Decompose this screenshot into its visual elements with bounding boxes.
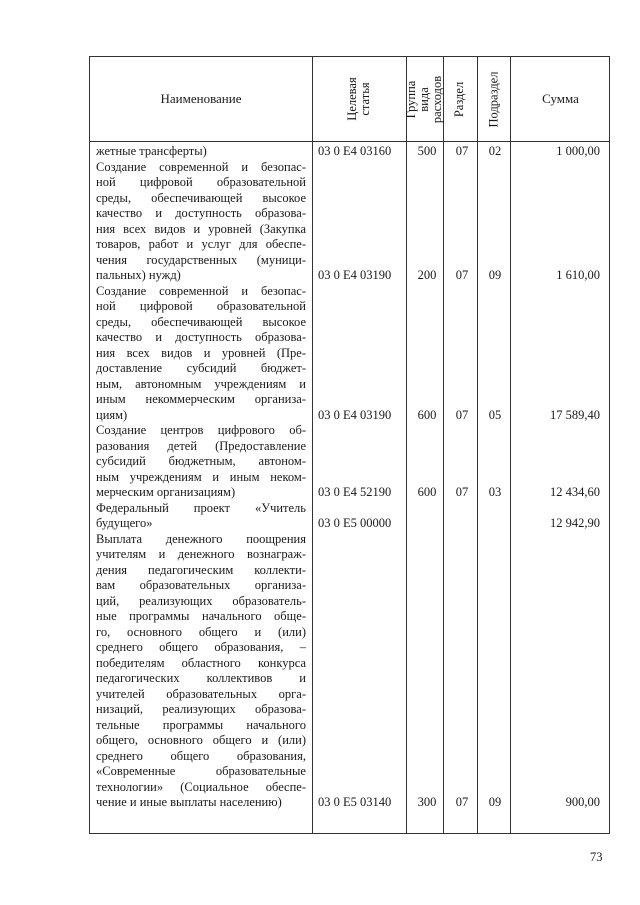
header-section — [443, 57, 477, 141]
row-name-line: технологии» (Социальное обеспе- — [96, 779, 306, 794]
header-sum: Сумма — [542, 91, 579, 106]
row-name-line: среды, обеспечивающей высокое — [96, 314, 306, 329]
row-name-line: Создание центров цифрового об- — [96, 423, 306, 437]
row-name-line: будущего» — [96, 516, 153, 530]
row-name-line: Создание современной и безопас- — [96, 283, 306, 298]
row-name-line: жетные трансферты) — [96, 144, 207, 158]
row-name-line: пальных) нужд) — [96, 268, 181, 282]
row-expense-group: 600 — [417, 485, 437, 499]
row-name-line: доставление субсидий бюджет- — [96, 361, 306, 375]
row-name-line: низаций, реализующих образова- — [96, 702, 306, 716]
row-target-article: 03 0 Е4 03190 — [318, 268, 392, 282]
header-expense-group-text: Группа вида расходов — [404, 75, 445, 123]
row-expense-group: 200 — [417, 268, 437, 282]
row-target-article: 03 0 Е4 03190 — [318, 407, 392, 422]
row-name-line: иным некоммерческим организа- — [96, 392, 306, 406]
header-subsection-text: Подраздел — [486, 71, 500, 127]
row-name-line: среднего общего образования, — [96, 748, 306, 763]
row-name-line: победителям областного конкурса — [96, 655, 306, 670]
row-name-line: ным учреждениям и иным неком- — [96, 469, 306, 484]
column-divider — [443, 57, 444, 833]
row-name-line: учителям и денежного вознаграж- — [96, 547, 306, 561]
row-sum: 12 942,90 — [550, 516, 600, 530]
row-name-line: ной цифровой образовательной — [96, 299, 306, 313]
row-name-line: «Современные образовательные — [96, 764, 306, 778]
row-name-line: го, основного общего и (или) — [96, 624, 306, 639]
row-section: 07 — [455, 268, 469, 282]
row-name-line: тельные программы начального — [96, 717, 306, 732]
row-name-line: учителей образовательных орга- — [96, 686, 306, 701]
row-name-line: Федеральный проект «Учитель — [96, 500, 306, 515]
row-name-line: ния всех видов и уровней (Закупка — [96, 221, 306, 236]
row-name-line: товаров, работ и услуг для обеспе- — [96, 237, 306, 251]
row-sum: 17 589,40 — [550, 407, 600, 422]
row-section: 07 — [455, 485, 469, 499]
row-name-line: среднего общего образования, – — [96, 640, 306, 654]
row-name-line: ций, реализующих образователь- — [96, 593, 306, 608]
row-sum: 12 434,60 — [550, 485, 600, 499]
row-expense-group: 300 — [417, 795, 437, 809]
column-divider — [312, 57, 313, 833]
budget-table — [89, 56, 610, 834]
header-target-article-text: Целевая статья — [345, 77, 372, 121]
header-divider — [90, 141, 609, 142]
header-subsection — [477, 57, 510, 141]
row-name-line: разования детей (Предоставление — [96, 438, 306, 453]
row-subsection: 09 — [488, 795, 502, 809]
row-expense-group: 600 — [417, 407, 437, 422]
row-name-line: вам образовательных организа- — [96, 578, 306, 592]
row-name-line: Выплата денежного поощрения — [96, 531, 306, 546]
row-subsection: 09 — [488, 268, 502, 282]
column-divider — [477, 57, 478, 833]
row-name-line: ной цифровой образовательной — [96, 175, 306, 189]
row-name-line: ния всех видов и уровней (Пре- — [96, 345, 306, 360]
header-section-text: Раздел — [452, 81, 467, 117]
row-name-line: мерческим организациям) — [96, 485, 236, 499]
page-number: 73 — [590, 850, 603, 864]
row-sum: 1 000,00 — [556, 144, 600, 158]
row-subsection: 03 — [488, 485, 502, 499]
row-target-article: 03 0 Е5 00000 — [318, 516, 392, 530]
row-name-line: среды, обеспечивающей высокое — [96, 190, 306, 205]
row-subsection: 05 — [488, 407, 502, 422]
header-name: Наименование — [160, 91, 242, 106]
row-name-line: Создание современной и безопас- — [96, 159, 306, 174]
row-name-line: чения государственных (муници- — [96, 252, 306, 267]
column-divider — [406, 57, 407, 833]
row-section: 07 — [455, 795, 469, 809]
row-target-article: 03 0 Е4 03160 — [318, 144, 392, 158]
column-divider — [510, 57, 511, 833]
row-name-line: качество и доступность образова- — [96, 330, 306, 344]
row-name-line: чение и иные выплаты населению) — [96, 795, 282, 809]
row-expense-group: 500 — [417, 144, 437, 158]
row-subsection: 02 — [488, 144, 502, 158]
row-name-line: качество и доступность образова- — [96, 206, 306, 220]
header-target-article — [312, 57, 406, 141]
row-sum: 900,00 — [565, 795, 600, 809]
row-section: 07 — [455, 144, 469, 158]
row-name-line: ные программы начального обще- — [96, 609, 306, 623]
row-name-line: ным, автономным учреждениям и — [96, 376, 306, 391]
row-name-line: общего, основного общего и (или) — [96, 733, 306, 747]
row-target-article: 03 0 Е4 52190 — [318, 485, 392, 499]
row-sum: 1 610,00 — [556, 268, 600, 282]
row-name-line: субсидий бюджетным, автоном- — [96, 454, 306, 468]
row-name-line: циям) — [96, 407, 128, 422]
row-target-article: 03 0 Е5 03140 — [318, 795, 392, 809]
row-name-line: педагогических коллективов и — [96, 671, 306, 685]
header-expense-group — [406, 57, 443, 141]
row-name-line: дения педагогическим коллекти- — [96, 562, 306, 577]
row-section: 07 — [455, 407, 469, 422]
